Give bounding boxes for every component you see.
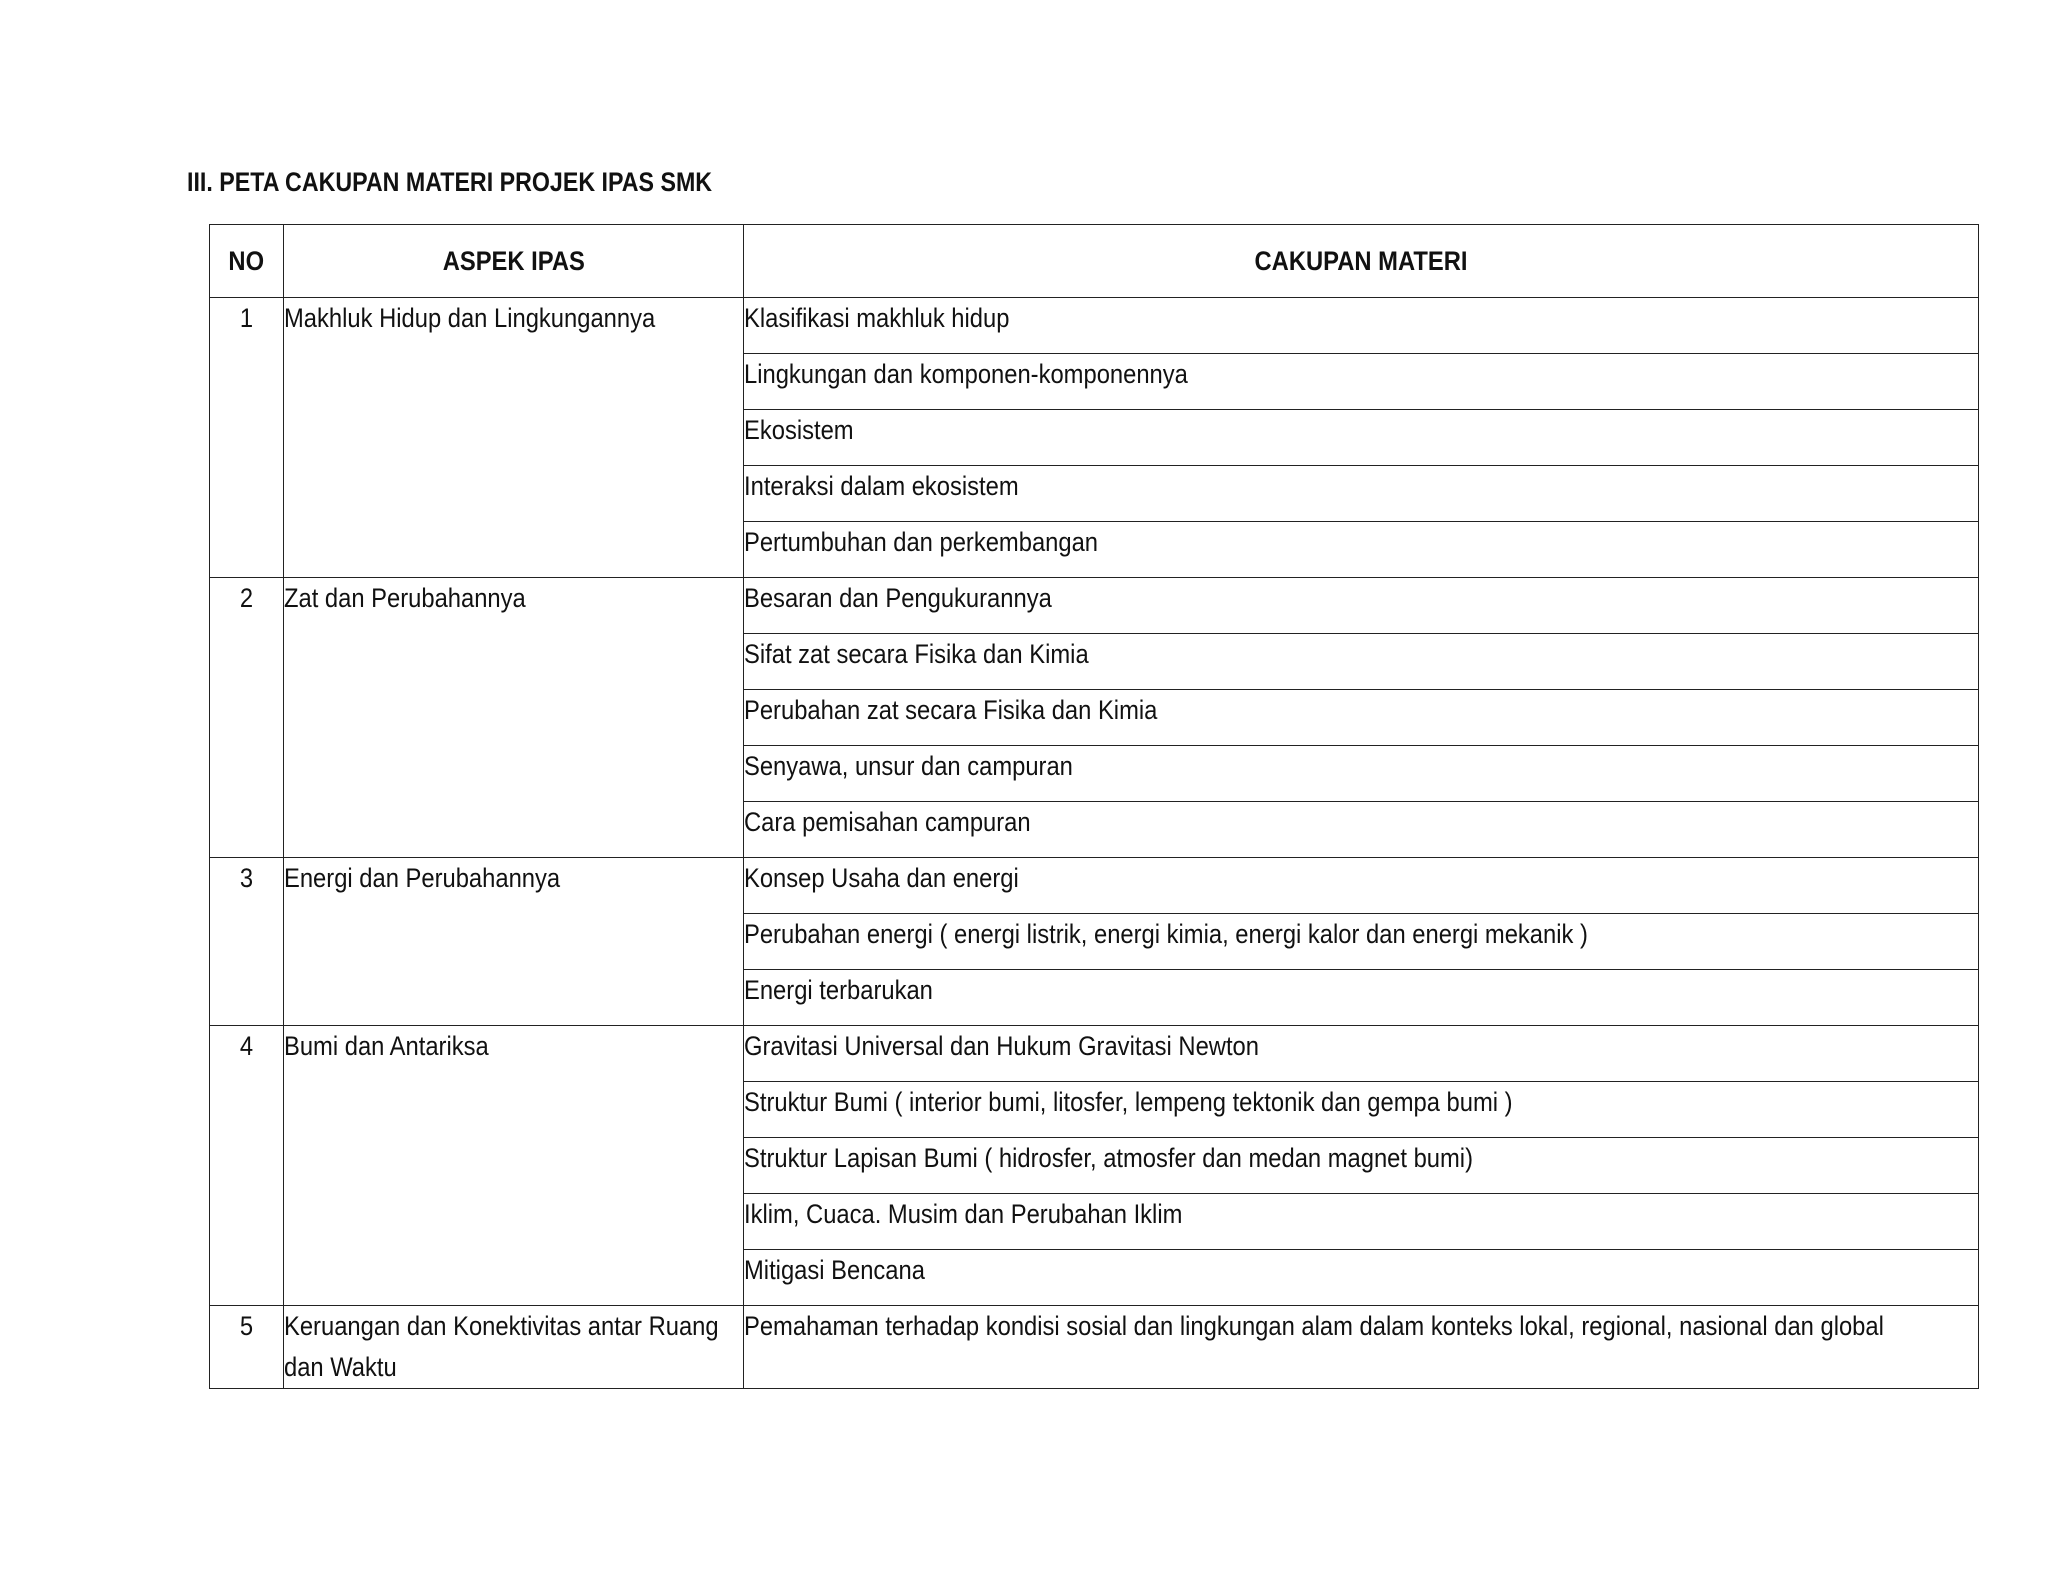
materi-cell: Mitigasi Bencana: [744, 1250, 1979, 1306]
table-row: [210, 858, 1979, 914]
materi-cell: Struktur Bumi ( interior bumi, litosfer, lempeng tektonik dan gempa bumi ): [744, 1082, 1979, 1138]
materi-cell: Pemahaman terhadap kondisi sosial dan lingkungan alam dalam konteks lokal, regional, nasional dan global: [744, 1306, 1979, 1389]
table-row: [210, 298, 1979, 354]
row-number: 5: [210, 1306, 284, 1389]
materi-cell: Cara pemisahan campuran: [744, 802, 1979, 858]
materi-cell: Perubahan energi ( energi listrik, energi kimia, energi kalor dan energi mekanik ): [744, 914, 1979, 970]
materi-cell: Lingkungan dan komponen-komponennya: [744, 354, 1979, 410]
table-row: [210, 578, 1979, 634]
materi-cell: Struktur Lapisan Bumi ( hidrosfer, atmosfer dan medan magnet bumi): [744, 1138, 1979, 1194]
materi-cell: Pertumbuhan dan perkembangan: [744, 522, 1979, 578]
table-row: [210, 1306, 1979, 1389]
aspek-cell: Zat dan Perubahannya: [284, 578, 744, 858]
materi-cell: Ekosistem: [744, 410, 1979, 466]
materi-cell: Iklim, Cuaca. Musim dan Perubahan Iklim: [744, 1194, 1979, 1250]
materi-cell: Perubahan zat secara Fisika dan Kimia: [744, 690, 1979, 746]
row-number: 1: [210, 298, 284, 578]
materi-cell: Energi terbarukan: [744, 970, 1979, 1026]
row-number: 4: [210, 1026, 284, 1306]
aspek-cell: Bumi dan Antariksa: [284, 1026, 744, 1306]
materi-table: [209, 224, 1979, 1389]
materi-cell: Gravitasi Universal dan Hukum Gravitasi Newton: [744, 1026, 1979, 1082]
materi-cell: Interaksi dalam ekosistem: [744, 466, 1979, 522]
materi-cell: Sifat zat secara Fisika dan Kimia: [744, 634, 1979, 690]
table-header-row: [210, 225, 1979, 298]
materi-cell: Konsep Usaha dan energi: [744, 858, 1979, 914]
header-aspek: ASPEK IPAS: [284, 225, 744, 298]
header-no: NO: [210, 225, 284, 298]
page-title: III. PETA CAKUPAN MATERI PROJEK IPAS SMK: [187, 167, 713, 197]
materi-cell: Besaran dan Pengukurannya: [744, 578, 1979, 634]
materi-cell: Klasifikasi makhluk hidup: [744, 298, 1979, 354]
row-number: 3: [210, 858, 284, 1026]
aspek-cell: Keruangan dan Konektivitas antar Ruang dan Waktu: [284, 1306, 744, 1389]
aspek-cell: Makhluk Hidup dan Lingkungannya: [284, 298, 744, 578]
materi-cell: Senyawa, unsur dan campuran: [744, 746, 1979, 802]
header-materi: CAKUPAN MATERI: [744, 225, 1979, 298]
row-number: 2: [210, 578, 284, 858]
aspek-cell: Energi dan Perubahannya: [284, 858, 744, 1026]
table-row: [210, 1026, 1979, 1082]
